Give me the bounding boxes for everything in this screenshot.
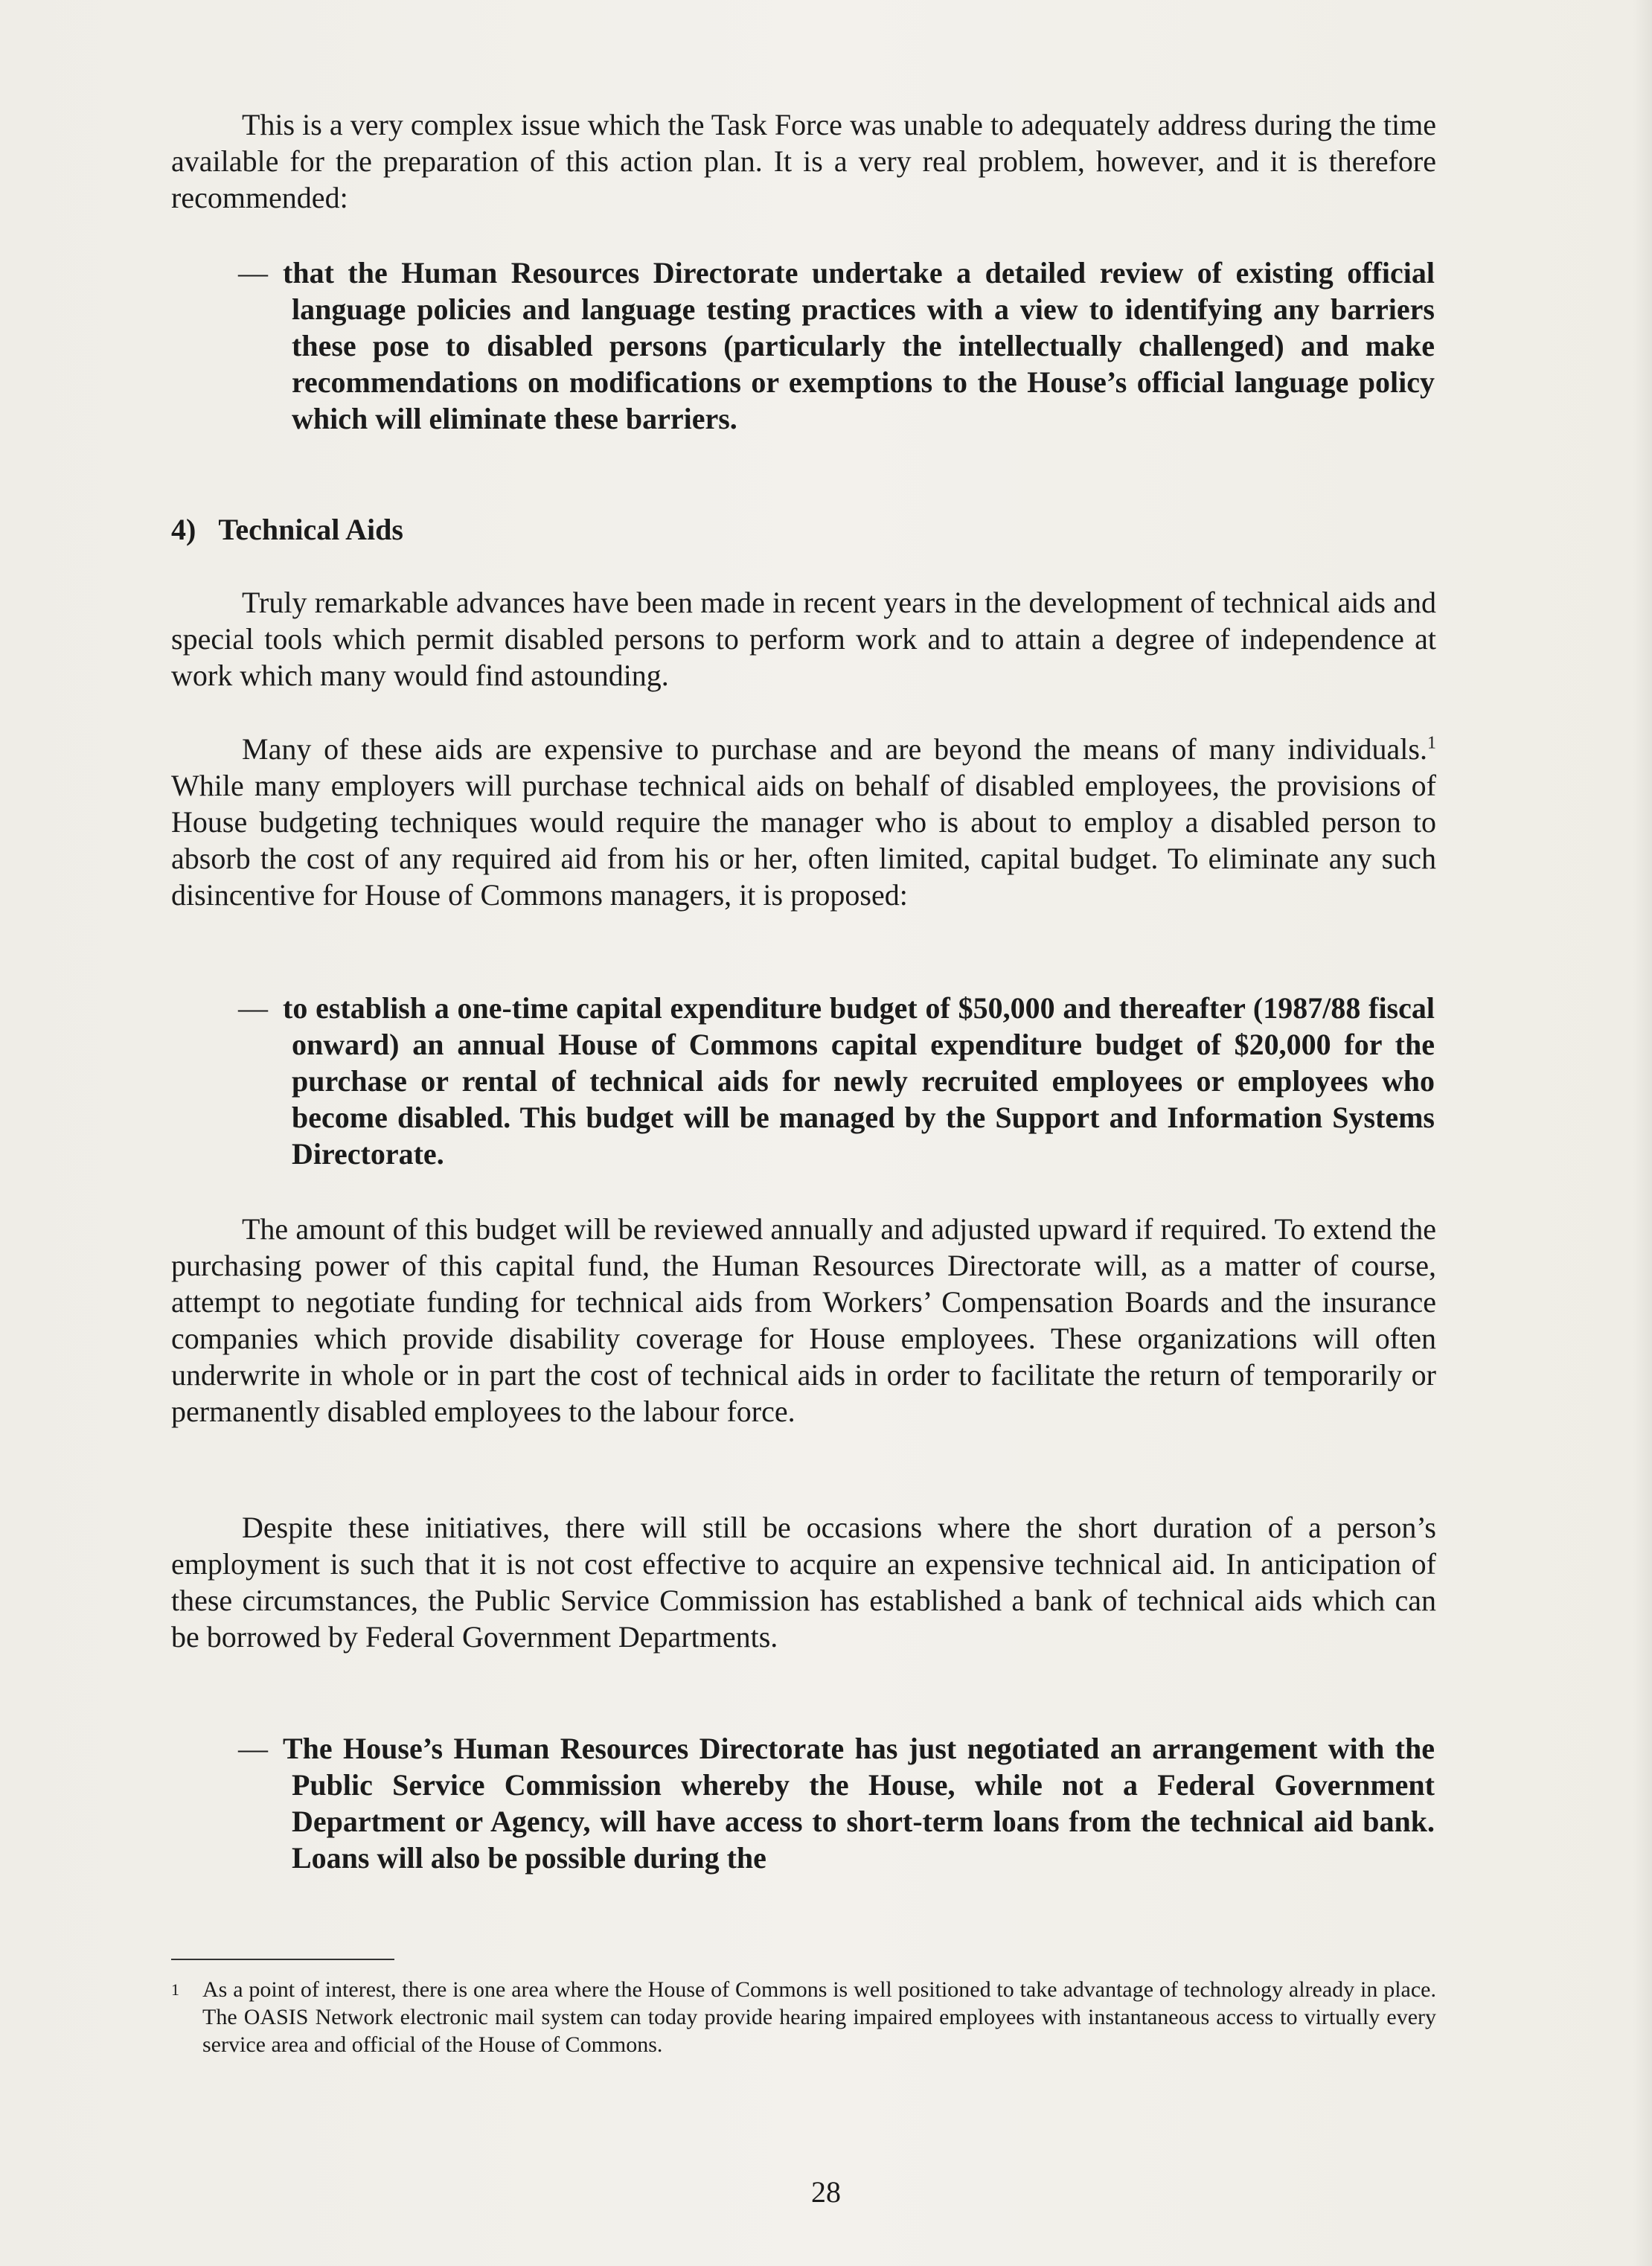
- footnote-reference: 1: [1427, 733, 1436, 753]
- page-edge-shadow: [1633, 0, 1652, 2266]
- bullet-arrangement-text: The House’s Human Resources Directorate has just negotiated an arrangement with the Public Service Commission whereby the House, while not a Federal Government Department or Agency, will have access to short-term loans from the technical aid bank. Loans will also be possible during the: [283, 1732, 1435, 1875]
- footnote-mark: 1: [171, 1980, 179, 1999]
- advances-paragraph: Truly remarkable advances have been made in recent years in the development of technical aids and special tools which permit disabled persons to perform work and to attain a degree of independence at work which many would find astounding.: [171, 586, 1436, 692]
- footnote: [171, 1976, 1436, 2058]
- despite-paragraph: Despite these initiatives, there will still be occasions where the short duration of a person’s employment is such that it is not cost effective to acquire an expensive technical aid. In anticipation of these circumstances, the Public Service Commission has established a bank of technical aids which can be borrowed by Federal Government Departments.: [171, 1511, 1436, 1654]
- bullet-language-review: [238, 255, 1435, 437]
- section-heading: [171, 511, 403, 548]
- bullet-arrangement: [238, 1730, 1435, 1876]
- section-number: 4): [171, 513, 196, 546]
- bullet-capital-budget-text: to establish a one-time capital expenditure budget of $50,000 and thereafter (1987/88 fiscal onward) an annual House of Commons capital expenditure budget of $20,000 for the purchase or rental of technical aids for newly recruited employees or employees who become disabled. This budget will be managed by the Support and Information Systems Directorate.: [283, 991, 1435, 1171]
- aids-paragraph-part2: While many employers will purchase technical aids on behalf of disabled employees, the provisions of House budgeting techniques would require the manager who is about to employ a disabled person to absorb the cost of any required aid from his or her, often limited, capital budget. To eliminate any such disincentive for House of Commons managers, it is proposed:: [171, 769, 1436, 912]
- aids-paragraph: [171, 731, 1436, 913]
- intro-paragraph: This is a very complex issue which the Task Force was unable to adequately address during the time available for the preparation of this action plan. It is a very real problem, however, and it is therefore recommended:: [171, 108, 1436, 214]
- bullet-capital-budget: [238, 990, 1435, 1172]
- footnote-divider: [171, 1959, 394, 1960]
- budget-review-paragraph: The amount of this budget will be reviewed annually and adjusted upward if required. To extend the purchasing power of this capital fund, the Human Resources Directorate will, as a matter of course, attempt to negotiate funding for technical aids from Workers’ Compensation Boards and the insurance companies which provide disability coverage for House employees. These organizations will often underwrite in whole or in part the cost of technical aids in order to facilitate the return of temporarily or permanently disabled employees to the labour force.: [171, 1212, 1436, 1428]
- bullet-dash: —: [238, 1732, 268, 1765]
- page-number: 28: [811, 2175, 841, 2209]
- bullet-dash: —: [238, 991, 268, 1025]
- aids-paragraph-part1: Many of these aids are expensive to purchase and are beyond the means of many individuals.: [242, 732, 1427, 766]
- bullet-dash: —: [238, 256, 268, 289]
- section-title: Technical Aids: [218, 513, 403, 546]
- bullet-language-review-text: that the Human Resources Directorate undertake a detailed review of existing official language policies and language testing practices with a view to identifying any barriers these pose to disabled persons (particularly the intellectually challenged) and make recommendations on modifications or exemptions to the House’s official language policy which will eliminate these barriers.: [283, 256, 1435, 435]
- footnote-text: As a point of interest, there is one area where the House of Commons is well positioned to take advantage of technology already in place. The OASIS Network electronic mail system can today provide hearing impaired employees with instantaneous access to virtually every service area and official of the House of Commons.: [202, 1977, 1436, 2057]
